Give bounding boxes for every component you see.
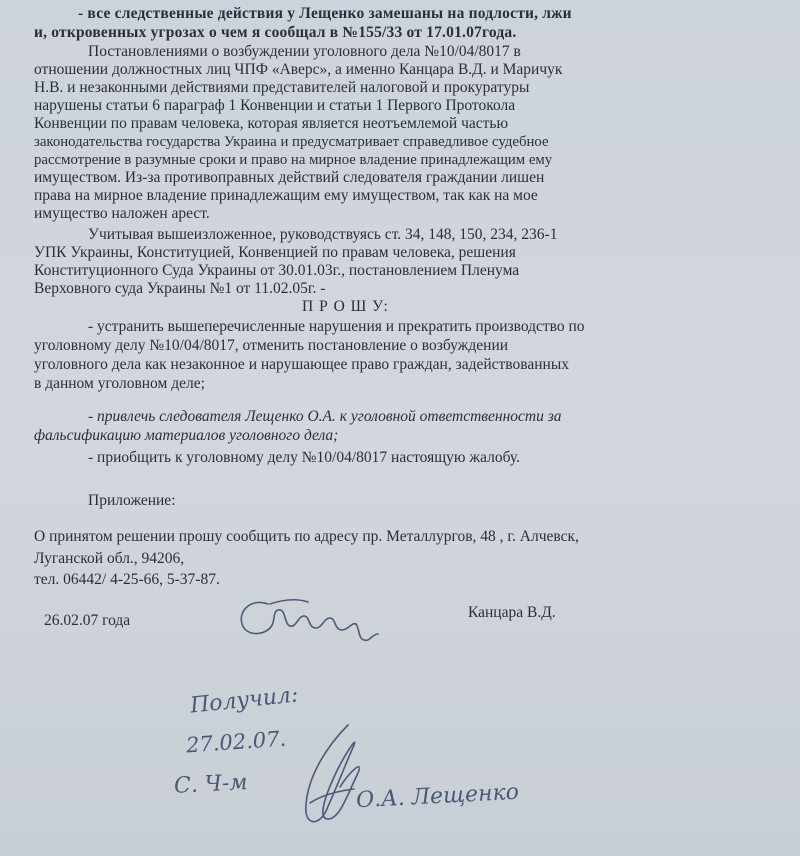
- violations-line-5: Конвенции по правам человека, которая является неотъемлемой частью: [34, 115, 509, 132]
- violations-line-4: нарушены статьи 6 параграф 1 Конвенции и статьи 1 Первого Протокола: [34, 97, 516, 114]
- intro-line-1: - все следственные действия у Лещенко замешаны на подлости, лжи: [78, 5, 572, 22]
- author-signature: [232, 590, 402, 650]
- request-1-line-2: уголовному делу №10/04/8017, отменить постановление о возбуждении: [34, 337, 509, 354]
- investigator-name: О.А. Лещенко: [355, 779, 520, 814]
- violations-line-9: права на мирное владение принадлежащим ему имуществом, так как на мое: [34, 187, 538, 204]
- violations-line-7: рассмотрение в разумные сроки и право на мирное владение принадлежащим ему: [34, 152, 553, 168]
- legal-basis-line-4: Верховного суда Украины №1 от 11.02.05г. -: [34, 280, 326, 297]
- request-2-line-2: фальсификацию материалов уголовного дела;: [34, 427, 339, 444]
- intro-line-2: и, откровенных угрозах о чем я сообщал в №155/33 от 17.01.07года.: [34, 24, 517, 41]
- received-note-line-1: Получил:: [188, 682, 300, 719]
- violations-line-3: Н.В. и незаконными действиями представителей налоговой и прокуратуры: [34, 79, 530, 96]
- investigator-signature: [288, 715, 378, 835]
- received-note-line-3: С. Ч-м: [173, 770, 249, 799]
- request-3-line: - приобщить к уголовному делу №10/04/8017 настоящую жалобу.: [88, 449, 520, 466]
- attachment-label: Приложение:: [88, 492, 176, 509]
- contact-line-1: О принятом решении прошу сообщить по адресу пр. Металлургов, 48 , г. Алчевск,: [34, 528, 579, 545]
- violations-line-2: отношении должностных лиц ЧПФ «Аверс», а именно Канцара В.Д. и Маричук: [34, 61, 563, 78]
- legal-basis-line-1: Учитывая вышеизложенное, руководствуясь ст. 34, 148, 150, 234, 236-1: [88, 226, 558, 243]
- request-heading: П Р О Ш У:: [302, 298, 389, 315]
- violations-line-8: имуществом. Из-за противоправных действий следователя граждании лишен: [34, 169, 545, 186]
- legal-basis-line-3: Конституционного Суда Украины от 30.01.03г., постановлением Пленума: [34, 262, 520, 279]
- document-date: 26.02.07 года: [44, 612, 131, 629]
- request-1-line-4: в данном уголовном деле;: [34, 375, 205, 392]
- author-name: Канцара В.Д.: [468, 604, 556, 621]
- request-1-line-1: - устранить вышеперечисленные нарушения и прекратить производство по: [88, 318, 585, 335]
- request-2-line-1: - привлечь следователя Лещенко О.А. к уголовной ответственности за: [88, 408, 562, 425]
- violations-line-10: имущество наложен арест.: [34, 205, 210, 222]
- violations-line-6: законодательства государства Украина и предусматривает справедливое судебное: [34, 134, 549, 150]
- contact-line-3: тел. 06442/ 4-25-66, 5-37-87.: [34, 571, 220, 588]
- contact-line-2: Луганской обл., 94206,: [34, 550, 185, 567]
- received-note-line-2: 27.02.07.: [185, 726, 287, 758]
- violations-line-1: Постановлениями о возбуждении уголовного дела №10/04/8017 в: [88, 43, 521, 60]
- legal-basis-line-2: УПК Украины, Конституцией, Конвенцией по правам человека, решения: [34, 244, 516, 261]
- request-1-line-3: уголовного дела как незаконное и нарушающее право граждан, задействованных: [34, 356, 569, 373]
